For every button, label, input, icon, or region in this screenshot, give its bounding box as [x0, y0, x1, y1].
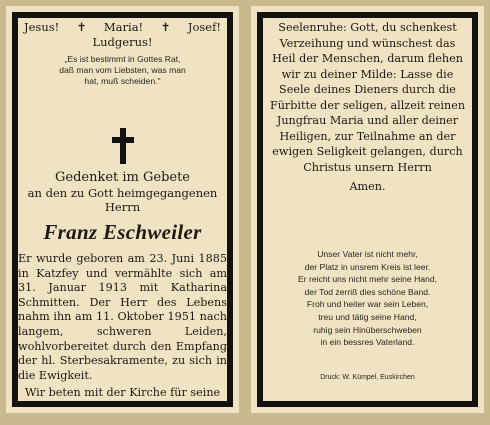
prayer-line: Seelenruhe: Gott, du schenkest	[278, 21, 457, 34]
prayer-line: Verzeihung und wünschest das	[279, 36, 456, 50]
gedenket-heading: Gedenket im Gebete	[54, 170, 191, 185]
prayer-line: ewigen Seligkeit gelangen, durch	[272, 145, 463, 158]
left-card-panel	[6, 6, 239, 413]
poem-line: der Platz in unsrem Kreis ist leer.	[304, 261, 431, 272]
right-panel-content	[263, 20, 472, 401]
left-panel-content	[18, 20, 227, 401]
an-den-line: an den zu Gott heimgegangenen	[27, 186, 218, 200]
prayer-line: Heiligen, zur Teilnahme an der	[279, 129, 456, 143]
deceased-name: Franz Eschweiler	[43, 220, 202, 244]
poem-line: Er reicht uns nicht mehr seine Hand,	[298, 274, 437, 285]
small-cross-icon: ✝	[160, 20, 171, 34]
prayer-line: Jungfrau Maria und aller deiner	[276, 114, 459, 127]
prayer-block	[263, 20, 472, 175]
biography-block	[18, 252, 227, 401]
prayer-line: Christus unsern Herrn	[303, 160, 432, 174]
quote-line: daß man vom Liebsten, was man	[59, 65, 186, 75]
herrn-line: Herrn	[104, 200, 141, 214]
quote-line: hat, muß scheiden."	[84, 76, 161, 86]
poem-line: der Tod zerriß dies schöne Band.	[304, 286, 431, 297]
prayer-line: Heil der Menschen, darum flehen	[272, 52, 463, 65]
quote-line: „Es ist bestimmt in Gottes Rat,	[64, 54, 181, 64]
invocation-jesus: Jesus!	[24, 20, 60, 34]
poem-line: Unser Vater ist nicht mehr,	[317, 249, 418, 259]
prayer-line: Fürbitte der seligen, allzeit reinen	[269, 98, 466, 112]
closing-line: Wir beten mit der Kirche für seine	[24, 386, 221, 400]
poem-line: Froh und heiter war sein Leben,	[306, 299, 429, 310]
amen-line: Amen.	[349, 180, 386, 193]
invocation-ludgerus: Ludgerus!	[92, 35, 153, 49]
invocation-josef: Josef!	[187, 20, 221, 34]
poem-line: ruhig sein Hinüberschweben	[313, 324, 422, 335]
quote-block	[18, 54, 227, 87]
biography-text: Er wurde geboren am 23. Juni 1885 in Katzfey und vermählte sich am 31. Januar 1913 mit Katharina Schmitten. Der Herr des Lebens nahm ihn am 11. Oktober 1951 nach langem, schweren Leiden, wohlvorbereitet durch den Empfang der hl. Sterbesakramente, zu sich in die Ewigkeit.	[18, 252, 227, 382]
right-card-panel	[251, 6, 484, 413]
small-cross-icon: ✝	[76, 20, 87, 34]
printer-credit: Druck: W. Kümpel, Euskirchen	[320, 374, 415, 381]
cross-icon	[112, 128, 134, 164]
invocation-line	[18, 20, 227, 35]
prayer-line: Seele deines Dieners durch die	[279, 83, 456, 96]
poem-line: treu und tätig seine Hand,	[318, 311, 417, 322]
poem-block	[263, 248, 472, 349]
prayer-line: wir zu deiner Milde: Lasse die	[281, 67, 454, 81]
poem-line: in ein bessres Vaterland.	[320, 337, 415, 348]
invocation-maria: Maria!	[103, 20, 144, 34]
